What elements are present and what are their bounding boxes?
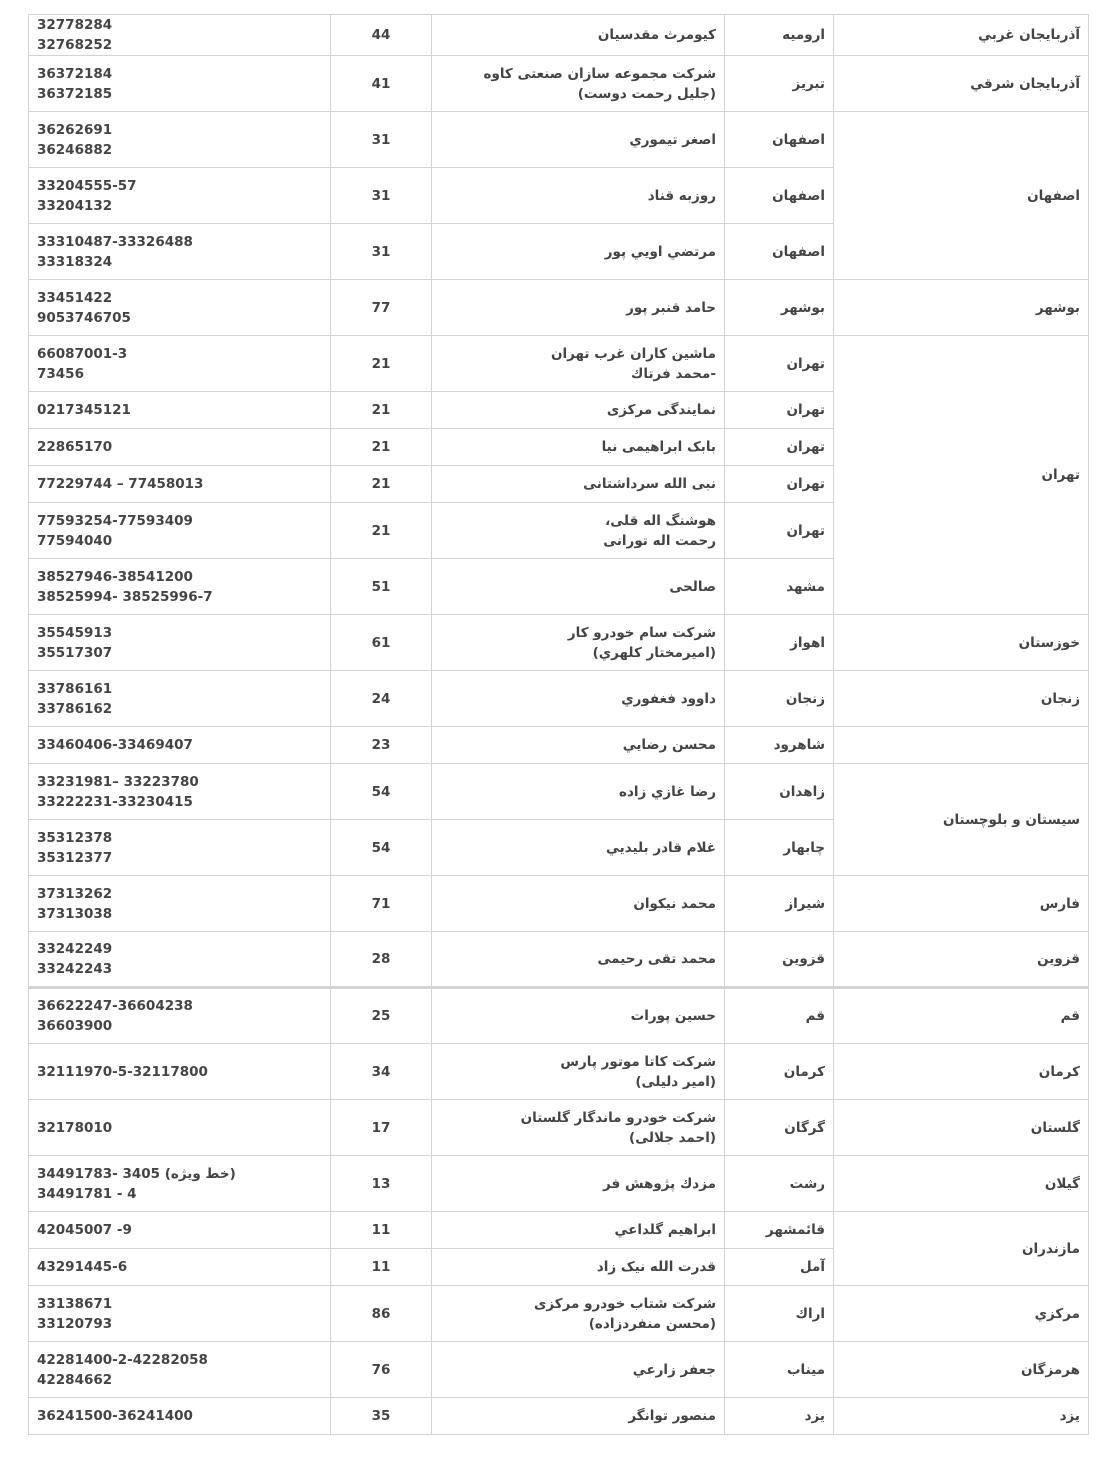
representative-cell [432, 280, 725, 336]
area-code-cell: 28 [331, 932, 432, 988]
city-cell: اصفهان [725, 168, 834, 224]
representative-cell [432, 392, 725, 429]
city-cell: مشهد [725, 559, 834, 615]
city-cell: اصفهان [725, 224, 834, 280]
phone-cell [29, 727, 331, 764]
phone-number: 32111970-5-32117800 [37, 1063, 208, 1080]
phone-number: 33222231-33230415 [37, 793, 193, 810]
province-cell: اصفهان [834, 112, 1089, 280]
representative-cell [432, 876, 725, 932]
phone-number: 33242249 [37, 941, 113, 957]
phone-number: 36246882 [37, 141, 113, 158]
area-code-cell: 54 [331, 764, 432, 820]
representative-cell [432, 764, 725, 820]
city-cell: شاهرود [725, 727, 834, 764]
table-row [29, 988, 1089, 1044]
representative-cell [432, 112, 725, 168]
phone-cell [29, 820, 331, 876]
city-cell: بوشهر [725, 280, 834, 336]
phone-cell [29, 876, 331, 932]
area-code-cell: 21 [331, 429, 432, 466]
representative-line: غلام قادر بليديي [606, 839, 716, 856]
phone-cell [29, 1212, 331, 1249]
phone-number: 33786161 [37, 680, 113, 697]
phone-number: 36372185 [37, 85, 113, 102]
phone-number: 36241500-36241400 [37, 1408, 193, 1424]
phone-number: 33786162 [37, 700, 113, 717]
table-row [29, 1286, 1089, 1342]
city-cell: زنجان [725, 671, 834, 727]
phone-cell [29, 1286, 331, 1342]
representative-cell [432, 1044, 725, 1100]
area-code-cell: 71 [331, 876, 432, 932]
area-code-cell: 51 [331, 559, 432, 615]
table-row [29, 671, 1089, 727]
representative-cell [432, 429, 725, 466]
province-cell [834, 727, 1089, 764]
phone-number: 36603900 [37, 1018, 113, 1034]
area-code-cell: 11 [331, 1212, 432, 1249]
phone-cell [29, 56, 331, 112]
phone-cell [29, 988, 331, 1044]
province-cell: زنجان [834, 671, 1089, 727]
representative-line: نبی الله سرداشتانی [583, 476, 716, 492]
city-cell: تهران [725, 466, 834, 503]
phone-number: 73456 [37, 365, 84, 382]
phone-number: 37313038 [37, 905, 113, 922]
phone-cell [29, 932, 331, 988]
city-cell: تهران [725, 503, 834, 559]
representative-line: صالحی [669, 578, 716, 595]
phone-number: 33120793 [37, 1315, 113, 1332]
province-cell: قزوين [834, 932, 1089, 988]
table-row [29, 1100, 1089, 1156]
representative-line: (احمد جلالی) [629, 1129, 716, 1146]
city-cell: زاهدان [725, 764, 834, 820]
table-row [29, 336, 1089, 392]
representative-cell [432, 1342, 725, 1398]
city-cell: اراك [725, 1286, 834, 1342]
dealer-table-body [29, 15, 1089, 1435]
representative-line: (محسن منفردزاده) [588, 1315, 716, 1332]
representative-line: حامد قنبر پور [626, 299, 716, 316]
phone-number: 66087001-3 [37, 345, 128, 362]
table-row [29, 112, 1089, 168]
area-code-cell: 21 [331, 503, 432, 559]
representative-line: شرکت کاتا موتور پارس [560, 1053, 716, 1070]
phone-cell [29, 429, 331, 466]
phone-number: 43291445-6 [37, 1259, 128, 1275]
province-cell: مازندران [834, 1212, 1089, 1286]
representative-line: هوشنگ اله قلی، [605, 512, 716, 529]
representative-line: رضا غازي زاده [618, 783, 716, 800]
representative-line: شرکت شتاب خودرو مرکزی [534, 1295, 716, 1312]
province-cell: مركزي [834, 1286, 1089, 1342]
area-code-cell: 77 [331, 280, 432, 336]
phone-number: 33318324 [37, 253, 113, 270]
representative-line: داوود فغفوري [621, 690, 716, 707]
phone-number: 9053746705 [37, 309, 131, 326]
phone-cell [29, 392, 331, 429]
phone-number: 33460406-33469407 [37, 737, 193, 753]
representative-line: اصغر تيموري [629, 131, 716, 148]
table-row [29, 727, 1089, 764]
representative-cell [432, 559, 725, 615]
representative-cell [432, 1212, 725, 1249]
city-cell: ميناب [725, 1342, 834, 1398]
phone-cell [29, 336, 331, 392]
area-code-cell: 24 [331, 671, 432, 727]
province-cell: خوزستان [834, 615, 1089, 671]
representative-cell [432, 503, 725, 559]
representative-cell [432, 1286, 725, 1342]
area-code-cell: 76 [331, 1342, 432, 1398]
phone-cell [29, 1342, 331, 1398]
area-code-cell: 41 [331, 56, 432, 112]
representative-line: رحمت اله تورانی [603, 532, 716, 549]
representative-cell [432, 727, 725, 764]
phone-cell [29, 1044, 331, 1100]
representative-cell [432, 15, 725, 56]
province-cell: بوشهر [834, 280, 1089, 336]
phone-number: 77594040 [37, 532, 113, 549]
area-code-cell: 17 [331, 1100, 432, 1156]
city-cell: اروميه [725, 15, 834, 56]
representative-line: روزبه قناد [647, 187, 716, 204]
province-cell: گيلان [834, 1156, 1089, 1212]
phone-number: 35545913 [37, 624, 113, 641]
phone-number: 38527946-38541200 [37, 568, 193, 585]
table-row [29, 1044, 1089, 1100]
area-code-cell: 23 [331, 727, 432, 764]
area-code-cell: 31 [331, 168, 432, 224]
city-cell: قزوين [725, 932, 834, 988]
city-cell: اصفهان [725, 112, 834, 168]
representative-cell [432, 168, 725, 224]
table-row [29, 932, 1089, 988]
phone-cell [29, 615, 331, 671]
city-cell: كرمان [725, 1044, 834, 1100]
phone-number: 33242243 [37, 961, 113, 977]
phone-number: 35312378 [37, 829, 113, 846]
phone-number: 33231981– 33223780 [37, 773, 199, 790]
city-cell: تهران [725, 392, 834, 429]
representative-cell [432, 56, 725, 112]
phone-number: 35517307 [37, 644, 113, 661]
representative-cell [432, 336, 725, 392]
representative-line: محمد تقی رحیمی [597, 951, 716, 967]
table-row [29, 15, 1089, 56]
representative-line: مزدك پژوهش فر [603, 1175, 716, 1192]
area-code-cell: 54 [331, 820, 432, 876]
table-row [29, 615, 1089, 671]
city-cell: تبريز [725, 56, 834, 112]
province-cell: قم [834, 988, 1089, 1044]
representative-line: ماشين کاران غرب تهران [550, 345, 716, 362]
table-row [29, 56, 1089, 112]
city-cell: قائمشهر [725, 1212, 834, 1249]
representative-line: نمایندگی مرکزی [606, 402, 716, 418]
phone-number: 77593254-77593409 [37, 512, 193, 529]
table-row [29, 280, 1089, 336]
phone-number: 42045007 -9 [37, 1222, 132, 1238]
city-cell: چابهار [725, 820, 834, 876]
phone-number: 0217345121 [37, 402, 131, 418]
table-row [29, 764, 1089, 820]
table-row [29, 1398, 1089, 1435]
representative-line: مرتضي اويي پور [604, 243, 716, 260]
city-cell: رشت [725, 1156, 834, 1212]
phone-number: 42284662 [37, 1371, 113, 1388]
phone-number: 22865170 [37, 439, 113, 455]
representative-cell [432, 224, 725, 280]
phone-cell [29, 280, 331, 336]
area-code-cell: 25 [331, 988, 432, 1044]
representative-line: شرکت خودرو ماندگار گلستان [520, 1109, 716, 1126]
province-cell: آذربايجان غربي [834, 15, 1089, 56]
representative-line: محسن رضايي [622, 737, 716, 753]
representative-line: (امیر دلیلی) [635, 1073, 716, 1090]
representative-line: کیومرث مقدسیان [597, 27, 716, 43]
phone-number: 33310487-33326488 [37, 233, 193, 250]
phone-cell [29, 168, 331, 224]
phone-number: 77229744 – 77458013 [37, 476, 204, 492]
area-code-cell: 44 [331, 15, 432, 56]
area-code-cell: 86 [331, 1286, 432, 1342]
phone-cell [29, 15, 331, 56]
area-code-cell: 31 [331, 224, 432, 280]
province-cell: فارس [834, 876, 1089, 932]
phone-number: 33138671 [37, 1295, 113, 1312]
phone-cell [29, 466, 331, 503]
province-cell: گلستان [834, 1100, 1089, 1156]
phone-number: 32768252 [37, 37, 113, 53]
area-code-cell: 11 [331, 1249, 432, 1286]
area-code-cell: 21 [331, 466, 432, 503]
representative-line: منصور توانگر [628, 1408, 716, 1424]
representative-cell [432, 671, 725, 727]
representative-line: ابراهيم گلداعي [614, 1222, 716, 1238]
province-cell: كرمان [834, 1044, 1089, 1100]
representative-line: شركت سام خودرو كار [567, 624, 716, 641]
province-cell: هرمزگان [834, 1342, 1089, 1398]
representative-line: بابک ابراهیمی نیا [601, 439, 716, 455]
city-cell: يزد [725, 1398, 834, 1435]
phone-number: 42281400-2-42282058 [37, 1351, 208, 1368]
phone-cell [29, 764, 331, 820]
phone-cell [29, 112, 331, 168]
province-cell: يزد [834, 1398, 1089, 1435]
province-cell: سيستان و بلوچستان [834, 764, 1089, 876]
city-cell: آمل [725, 1249, 834, 1286]
representative-line: (جلیل رحمت دوست) [577, 85, 716, 102]
representative-cell [432, 1100, 725, 1156]
city-cell: گرگان [725, 1100, 834, 1156]
area-code-cell: 21 [331, 392, 432, 429]
phone-cell [29, 1100, 331, 1156]
phone-number: 33204555-57 [37, 177, 137, 194]
representative-line: محمد نيكوان [633, 895, 716, 912]
table-row [29, 876, 1089, 932]
area-code-cell: 35 [331, 1398, 432, 1435]
table-row [29, 1342, 1089, 1398]
representative-line: (اميرمختار كلهري) [592, 644, 716, 661]
city-cell: اهواز [725, 615, 834, 671]
representative-line: حسين پورات [630, 1008, 716, 1024]
province-cell: تهران [834, 336, 1089, 615]
area-code-cell: 13 [331, 1156, 432, 1212]
representative-cell [432, 820, 725, 876]
table-row [29, 1212, 1089, 1249]
city-cell: شيراز [725, 876, 834, 932]
table-row [29, 1156, 1089, 1212]
phone-number: 38525994- 38525996-7 [37, 588, 213, 605]
representative-cell [432, 466, 725, 503]
phone-cell [29, 1249, 331, 1286]
representative-line: -محمد فرتاك [631, 365, 716, 382]
phone-number: 34491781 - 4 [37, 1185, 137, 1202]
phone-number: 33451422 [37, 289, 113, 306]
phone-cell [29, 503, 331, 559]
phone-cell [29, 671, 331, 727]
area-code-cell: 34 [331, 1044, 432, 1100]
area-code-cell: 61 [331, 615, 432, 671]
dealer-table [28, 14, 1089, 1435]
phone-number: 32778284 [37, 17, 113, 33]
province-cell: آذربايجان شرقي [834, 56, 1089, 112]
phone-number: 35312377 [37, 849, 113, 866]
phone-cell [29, 1398, 331, 1435]
representative-cell [432, 615, 725, 671]
city-cell: تهران [725, 429, 834, 466]
phone-number: 33204132 [37, 197, 113, 214]
phone-number: 36262691 [37, 121, 113, 138]
city-cell: تهران [725, 336, 834, 392]
area-code-cell: 21 [331, 336, 432, 392]
phone-cell [29, 1156, 331, 1212]
representative-line: جعفر زارعي [632, 1361, 716, 1378]
representative-line: شرکت مجموعه سازان صنعتی کاوه [483, 65, 716, 82]
representative-cell [432, 1249, 725, 1286]
representative-cell [432, 1156, 725, 1212]
phone-number: 34491783- 3405 (خط ویژه) [37, 1165, 236, 1182]
phone-number: 36372184 [37, 65, 113, 82]
phone-number: 32178010 [37, 1119, 113, 1136]
representative-cell [432, 932, 725, 988]
representative-line: قدرت الله نیک زاد [596, 1259, 716, 1275]
representative-cell [432, 1398, 725, 1435]
area-code-cell: 31 [331, 112, 432, 168]
phone-number: 36622247-36604238 [37, 998, 193, 1014]
phone-number: 37313262 [37, 885, 113, 902]
city-cell: قم [725, 988, 834, 1044]
phone-cell [29, 559, 331, 615]
representative-cell [432, 988, 725, 1044]
phone-cell [29, 224, 331, 280]
